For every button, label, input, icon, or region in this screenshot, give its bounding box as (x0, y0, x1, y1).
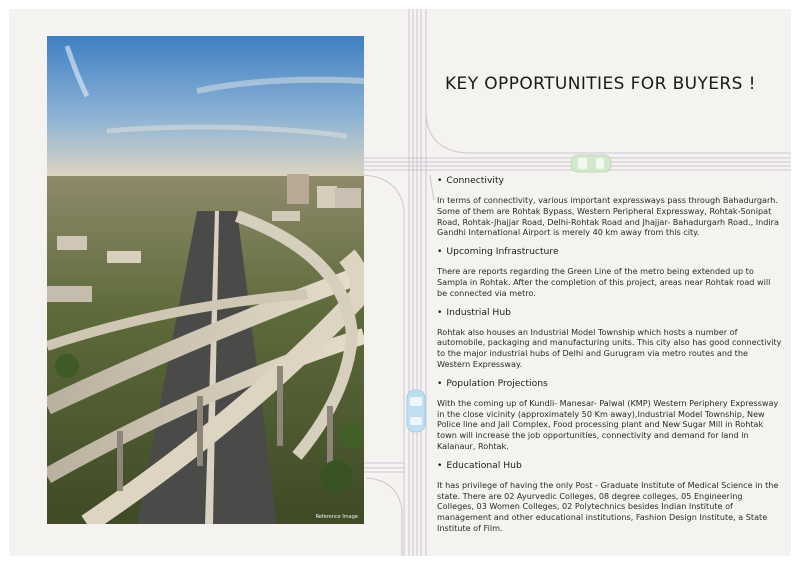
section-upcoming-infrastructure (437, 246, 782, 298)
bullet: • (437, 459, 443, 471)
page-title: KEY OPPORTUNITIES FOR BUYERS ! (445, 74, 756, 94)
heading-text: Upcoming Infrastructure (446, 246, 559, 258)
highway-aerial-photo (47, 36, 364, 524)
blue-car-icon (407, 390, 425, 432)
bullet: • (437, 306, 443, 318)
section-heading (437, 307, 782, 318)
bullet: • (437, 377, 443, 389)
section-heading (437, 460, 782, 471)
section-heading (437, 378, 782, 389)
section-industrial-hub (437, 307, 782, 370)
heading-text: Industrial Hub (446, 306, 511, 318)
heading-text: Connectivity (446, 175, 504, 186)
section-heading (437, 175, 782, 186)
green-car-icon (571, 155, 611, 172)
reference-image-label: Reference Image (315, 514, 358, 520)
section-body: Rohtak also houses an Industrial Model Township which hosts a number of automobile, packaging and manufacturing units. This city also has good connectivity to the major industrial hubs of Delhi and Gurugram via metro routes and the Western Expressway. (437, 326, 782, 369)
section-population-projections (437, 378, 782, 452)
bullet: • (437, 246, 443, 258)
section-heading (437, 246, 782, 257)
opportunities-list (437, 175, 782, 542)
section-body: With the coming up of Kundli- Manesar- Palwal (KMP) Western Periphery Expressway in the close vicinity (approximately 50 Km away),Industrial Model Township, New Police line and Jail Complex, Food processing plant and New Sugar Mill in Rohtak town will increase the job opportunities, connectivity and demand for land in Kalanaur, Rohtak. (437, 397, 779, 451)
heading-text: Educational Hub (446, 459, 522, 471)
heading-text: Population Projections (446, 377, 548, 389)
bullet: • (437, 175, 443, 186)
section-body: In terms of connectivity, various important expressways pass through Bahadurgarh. Some of them are Rohtak Bypass, Western Peripheral Expressway, Rohtak-Sonipat Road, Rohtak-Jhajjar Road, Delhi-Rohtak Road and Jhajjar- Bahadurgarh Road., Indira Gandhi International Airport is merely 40 km away from this city. (437, 195, 779, 238)
section-educational-hub (437, 460, 782, 534)
section-body: There are reports regarding the Green Line of the metro being extended up to Sampla in Rohtak. After the completion of this project, areas near Rohtak road will be connected via metro. (437, 266, 771, 298)
section-connectivity (437, 175, 782, 238)
section-body: It has privilege of having the only Post - Graduate Institute of Medical Science in the state. There are 02 Ayurvedic Colleges, 08 degree colleges, 05 Engineering Colleges, 03 Women Colleges, 02 Polytechnics besides Indian Institute of management and other educational institutions, Fashion Design Institute, a State Institute of Film. (437, 479, 779, 533)
